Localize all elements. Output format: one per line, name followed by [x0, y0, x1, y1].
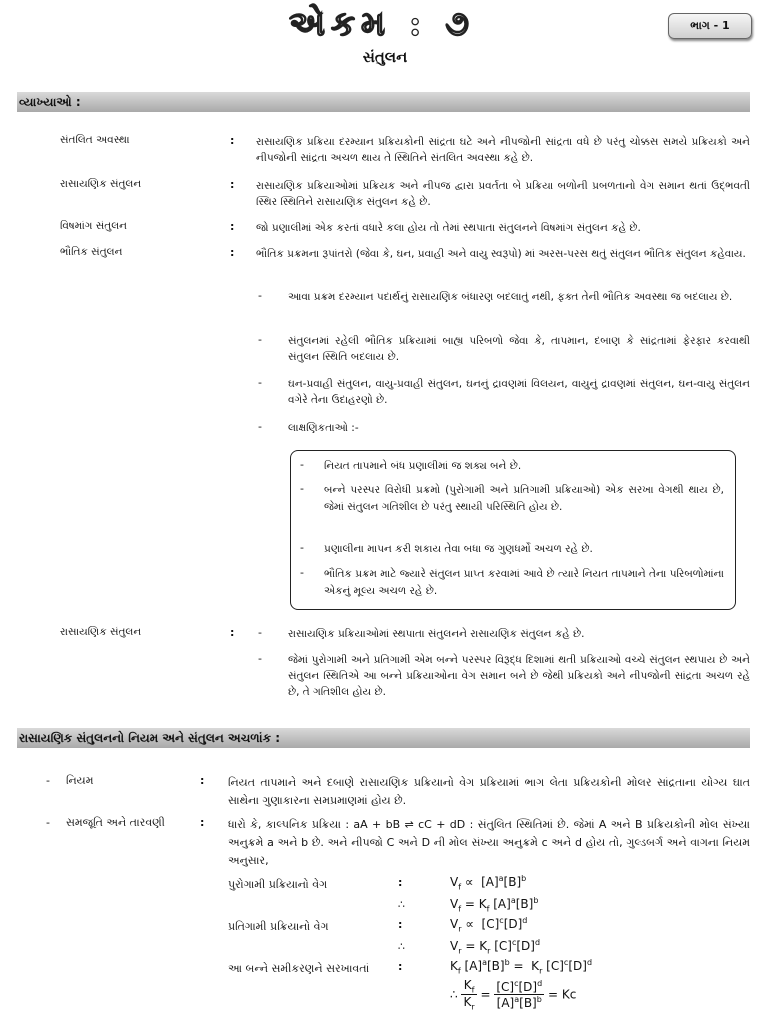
characteristic-item: પ્રણાલીના માપન કરી શકાય તેવા બધા જ ગુણધર્મો અચળ રહે છે.	[324, 543, 593, 555]
physical-point: ઘન-પ્રવાહી સંતુલન, વાયુ-પ્રવાહી સંતુલન, ઘનનું દ્રાવણમાં વિલયન, વાયુનું દ્રાવણમાં સંતુલન, ઘન-વાયુ સંતુલન વગેરે તેના ઉદાહરણો છે.	[288, 378, 750, 406]
concentration-fraction: $\frac{[C]^c[D]^d}{[A]^a[B]^b}$	[496, 979, 543, 1011]
equilibrium-equation: $K_f$ $[A]^a[B]^b = K_r$ $[C]^c[D]^d$	[450, 958, 593, 976]
definition-term: સંતલિત અવસ્થા	[60, 134, 130, 146]
equation-colon: :	[398, 876, 403, 889]
characteristic-item: બન્ને પરસ્પર વિરોધી પ્રક્રમો (પુરોગામી અને પ્રતિગામી પ્રક્રિયાઓ) એક સરખા વેગથી થાય છે, જેમાં સંતુલન ગતિશીલ છે પરંતુ સ્થાયી પરિસ્થિતિ હોય છે.	[324, 484, 724, 513]
therefore-symbol: ∴	[398, 898, 405, 911]
therefore-symbol: ∴	[398, 940, 405, 953]
bullet-dash: -	[258, 333, 262, 346]
law-colon: :	[200, 774, 205, 787]
bullet-dash: -	[258, 626, 262, 639]
backward-rate-label: પ્રતિગામી પ્રક્રિયાનો વેગ	[228, 920, 329, 933]
definition-term: રાસાયણિક સંતુલન	[60, 626, 142, 638]
definition-text: રાસાયણિક પ્રક્રિયાઓમાં પ્રક્રિયક અને નીપજ દ્વારા પ્રવર્તતા બે પ્રક્રિયા બળોની પ્રબળતાનો વેગ સમાન થતાં ઉદ્ભવતી સ્થિર સ્થિતિને રાસાયણિક સંતુલન કહે છે.	[256, 180, 750, 208]
definition-term: રાસાયણિક સંતુલન	[60, 178, 142, 190]
definition-term: વિષમાંગ સંતુલન	[60, 220, 127, 232]
unit-title: એકમ : ૭	[289, 4, 475, 44]
characteristic-item: નિયત તાપમાને બંધ પ્રણાલીમાં જ શક્ય બને છે.	[324, 460, 522, 472]
bullet-dash: -	[258, 376, 262, 389]
definition-text: જો પ્રણાલીમાં એક કરતાં વધારે કલા હોય તો તેમાં સ્થપાતા સંતુલનને વિષમાંગ સંતુલન કહે છે.	[256, 222, 641, 234]
compare-label: આ બન્ને સમીકરણને સરખાવતાં	[228, 962, 370, 975]
definition-colon: :	[230, 178, 235, 191]
explanation-label: સમજૂતિ અને તારવણી	[66, 816, 165, 829]
definition-text: ભૌતિક પ્રક્રમના રૂપાંતરો (જેવા કે, ઘન, પ્રવાહી અને વાયુ સ્વરૂપો) માં અરસ-પરસ થતું સંતુલન ભૌતિક સંતુલન કહેવાય.	[256, 248, 746, 260]
bullet-dash: -	[300, 566, 304, 579]
law-text: નિયત તાપમાને અને દબાણે રાસાયણિક પ્રક્રિયાનો વેગ પ્રક્રિયામાં ભાગ લેતા પ્રક્રિયકોની મોલર સાંદ્રતાના યોગ્ય ઘાત સાથેના ગુણાકારના સમપ્રમાણમાં હોય છે.	[228, 776, 750, 807]
bullet-dash: -	[46, 774, 50, 787]
physical-point: આવા પ્રક્રમ દરમ્યાન પદાર્થનું રાસાયણિક બંધારણ બદલાતું નથી, ફક્ત તેની ભૌતિક અવસ્થા જ બદલાય છે.	[288, 291, 733, 303]
chemical-point: જેમાં પુરોગામી અને પ્રતિગામી એમ બન્ને પરસ્પર વિરૂદ્ધ દિશામાં થતી પ્રક્રિયાઓ વચ્ચે સંતુલન સ્થપાય છે અને સંતુલન સ્થિતિએ આ બન્ને પ્રક્રિયાઓના વેગ સમાન બને છે જેથી પ્રક્રિયકો અને નીપજોની સાંદ્રતા અચળ રહે છે, તે ગતિશીલ હોય છે.	[288, 654, 750, 698]
bullet-dash: -	[300, 458, 304, 471]
characteristics-heading: લાક્ષણિકતાઓ :-	[288, 422, 359, 434]
equation-colon: :	[398, 918, 403, 931]
characteristic-item: ભૌતિક પ્રક્રમ માટે જ્યારે સંતુલન પ્રાપ્ત કરવામાં આવે છે ત્યારે નિયત તાપમાને તેના પરિબળોમાંના એકનું મૂલ્ય અચળ રહે છે.	[324, 568, 724, 597]
forward-rate-proportional: $V_f \propto [A]^a[B]^b$	[450, 874, 527, 892]
kf-kr-fraction: $\frac{K_f}{K_r}$	[463, 978, 475, 1012]
physical-point: સંતુલનમાં રહેલી ભૌતિક પ્રક્રિયામાં બાહ્ય પરિબળો જેવા કે, તાપમાન, દબાણ કે સાંદ્રતામાં ફેરફાર કરવાથી સંતુલન સ્થિતિ બદલાય છે.	[288, 335, 750, 363]
bullet-dash: -	[258, 420, 262, 433]
equilibrium-constant-formula: ∴ $\frac{K_f}{K_r}$ = $\frac{[C]^c[D]^d}{[A]^a[B]^b}$ = Kc	[450, 978, 577, 1012]
therefore-symbol: ∴	[450, 987, 458, 1002]
definition-text: રાસાયણિક પ્રક્રિયા દરમ્યાન પ્રક્રિયકોની સાંદ્રતા ઘટે અને નીપજોની સાંદ્રતા વધે છે પરંતુ ચોક્કસ સમયે પ્રક્રિયકો અને નીપજોની સાંદ્રતા અચળ થાય તે સ્થિતિને સંતલિત અવસ્થા કહે છે.	[256, 136, 750, 164]
definition-colon: :	[230, 626, 235, 639]
bullet-dash: -	[300, 541, 304, 554]
definition-colon: :	[230, 220, 235, 233]
forward-rate-equation: $V_f = K_f$ $[A]^a[B]^b$	[450, 896, 539, 914]
definitions-section-header: વ્યાખ્યાઓ :	[17, 92, 750, 112]
backward-rate-proportional: $V_r \propto [C]^c[D]^d$	[450, 916, 528, 934]
chemical-point: રાસાયણિક પ્રક્રિયાઓમાં સ્થપાતા સંતુલનને રાસાયણિક સંતુલન કહે છે.	[288, 628, 585, 640]
law-label: નિયમ	[66, 774, 94, 787]
backward-rate-equation: $V_r = K_r$ $[C]^c[D]^d$	[450, 938, 541, 956]
definition-colon: :	[230, 246, 235, 259]
definition-term: ભૌતિક સંતુલન	[60, 246, 123, 258]
law-section-header: રાસાયણિક સંતુલનનો નિયમ અને સંતુલન અચળાંક :	[17, 728, 750, 748]
explanation-text: ધારો કે, કાલ્પનિક પ્રક્રિયા : aA + bB ⇌ cC + dD : સંતુલિત સ્થિતિમાં છે. જેમાં A અને B પ્રક્રિયકોની મોલ સંખ્યા અનુક્રમે a અને b છે. અને નીપજો C અને D ની મોલ સંખ્યા અનુક્રમે c અને d હોય તો, ગુલ્ડબર્ગ અને વાગના નિયમ અનુસાર,	[228, 818, 750, 867]
part-badge: ભાગ - 1	[668, 13, 752, 39]
explanation-colon: :	[200, 816, 205, 829]
definition-colon: :	[230, 134, 235, 147]
bullet-dash: -	[258, 289, 262, 302]
bullet-dash: -	[300, 482, 304, 495]
chapter-subtitle: સંતુલન	[362, 48, 408, 66]
equation-colon: :	[398, 960, 403, 973]
bullet-dash: -	[258, 652, 262, 665]
bullet-dash: -	[46, 816, 50, 829]
forward-rate-label: પુરોગામી પ્રક્રિયાનો વેગ	[228, 878, 328, 891]
